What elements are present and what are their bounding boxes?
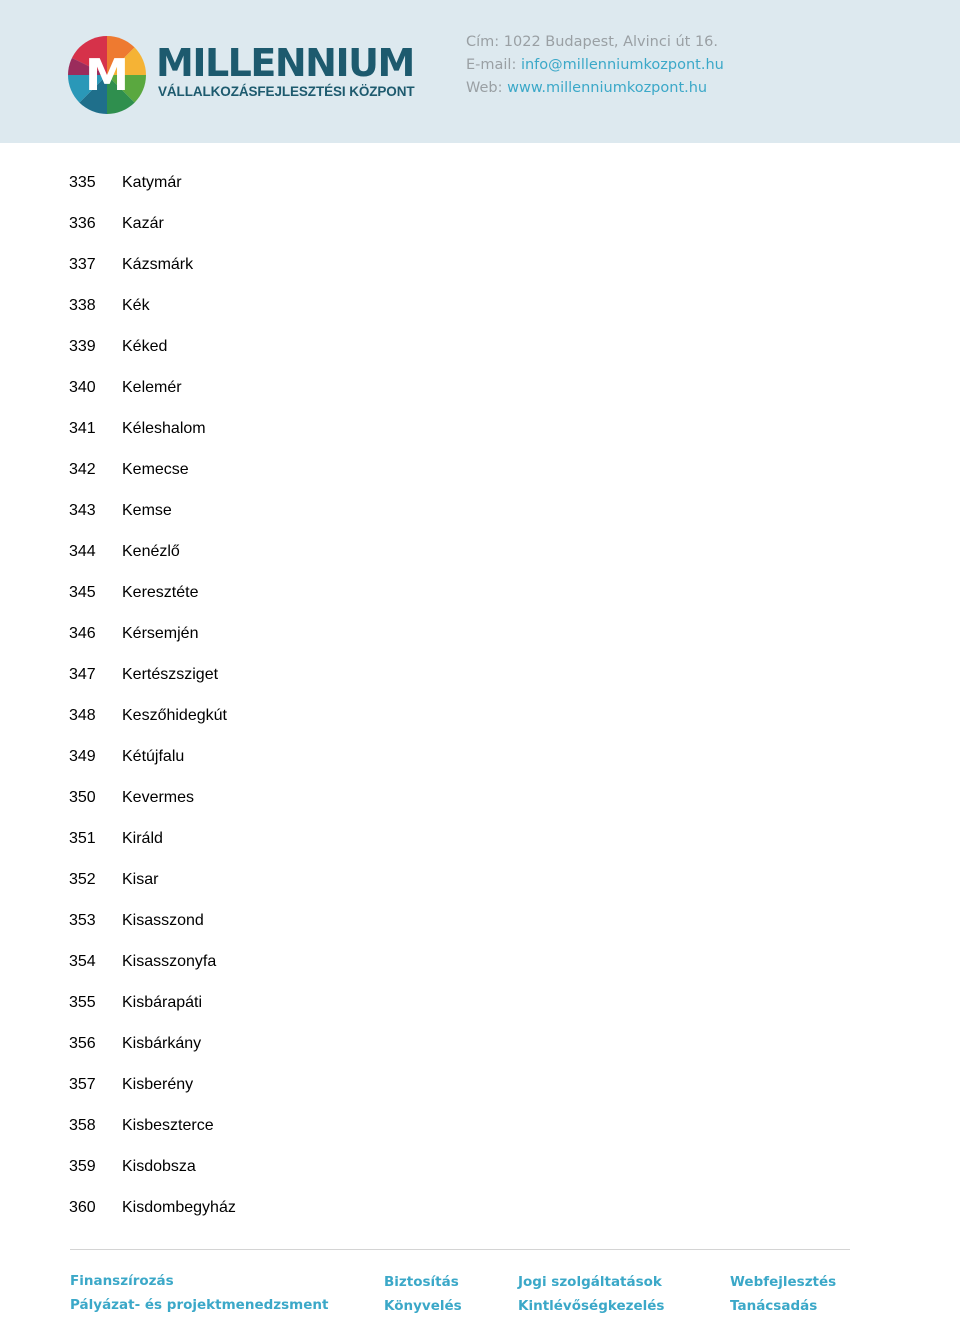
- item-number: 337: [69, 256, 96, 273]
- footer-col-insurance: [384, 1270, 462, 1318]
- list-item: [0, 244, 960, 285]
- footer-link[interactable]: Pályázat- és projektmenedzsment: [70, 1297, 329, 1313]
- item-name: Kemse: [122, 502, 172, 519]
- item-name: Kéked: [122, 338, 168, 355]
- logo-letter: M: [85, 50, 129, 101]
- item-number: 341: [69, 420, 96, 437]
- list-item: [0, 572, 960, 613]
- item-name: Kertészsziget: [122, 666, 219, 683]
- web-label: Web:: [466, 80, 503, 96]
- item-name: Kéleshalom: [122, 420, 206, 437]
- item-name: Kazár: [122, 215, 164, 232]
- item-name: Kisberény: [122, 1076, 194, 1093]
- item-name: Keresztéte: [122, 584, 199, 601]
- email-row: [466, 54, 724, 77]
- item-number: 356: [69, 1035, 96, 1052]
- list-item: [0, 654, 960, 695]
- item-number: 351: [69, 830, 96, 847]
- address-value: 1022 Budapest, Alvinci út 16.: [503, 34, 719, 50]
- item-number: 339: [69, 338, 96, 355]
- list-item: [0, 982, 960, 1023]
- item-number: 347: [69, 666, 96, 683]
- list-item: [0, 203, 960, 244]
- address-row: [466, 31, 724, 54]
- list-item: [0, 818, 960, 859]
- millennium-logo-icon: [68, 36, 146, 114]
- item-name: Kisdobsza: [122, 1158, 196, 1175]
- item-number: 359: [69, 1158, 96, 1175]
- item-name: Kisdombegyház: [122, 1199, 236, 1216]
- email-label: E-mail:: [466, 57, 517, 73]
- email-link[interactable]: info@millenniumkozpont.hu: [520, 57, 724, 73]
- brand-name: MILLENNIUM: [156, 41, 414, 85]
- web-row: [466, 77, 724, 100]
- list-item: [0, 449, 960, 490]
- item-number: 335: [69, 174, 96, 191]
- footer-link[interactable]: Biztosítás: [384, 1274, 459, 1290]
- list-item: [0, 285, 960, 326]
- list-item: [0, 1146, 960, 1187]
- item-name: Kisasszonyfa: [122, 953, 217, 970]
- item-number: 352: [69, 871, 96, 888]
- item-number: 349: [69, 748, 96, 765]
- item-name: Kázsmárk: [122, 256, 194, 273]
- item-number: 353: [69, 912, 96, 929]
- item-name: Keszőhidegkút: [122, 707, 227, 724]
- brand-subtitle: VÁLLALKOZÁSFEJLESZTÉSI KÖZPONT: [158, 84, 415, 99]
- address-label: Cím:: [466, 34, 500, 50]
- list-item: [0, 1023, 960, 1064]
- list-item: [0, 490, 960, 531]
- footer-link[interactable]: Finanszírozás: [70, 1273, 174, 1289]
- item-name: Kelemér: [122, 379, 182, 396]
- list-item: [0, 1105, 960, 1146]
- list-item: [0, 695, 960, 736]
- footer-link[interactable]: Webfejlesztés: [730, 1274, 837, 1290]
- item-name: Kisar: [122, 871, 159, 888]
- item-name: Kisbeszterce: [122, 1117, 214, 1134]
- item-name: Kétújfalu: [122, 748, 185, 765]
- footer-col-web: [730, 1270, 836, 1318]
- footer-link[interactable]: Tanácsadás: [730, 1298, 818, 1314]
- item-name: Kisbárapáti: [122, 994, 203, 1011]
- item-number: 340: [69, 379, 96, 396]
- list-item: [0, 531, 960, 572]
- list-item: [0, 162, 960, 203]
- item-number: 350: [69, 789, 96, 806]
- footer-col-finance: [70, 1269, 328, 1317]
- item-number: 342: [69, 461, 96, 478]
- list-item: [0, 408, 960, 449]
- item-number: 360: [69, 1199, 96, 1216]
- item-name: Katymár: [122, 174, 182, 191]
- item-number: 354: [69, 953, 96, 970]
- web-link[interactable]: www.millenniumkozpont.hu: [507, 80, 708, 96]
- list-item: [0, 859, 960, 900]
- item-number: 348: [69, 707, 96, 724]
- item-number: 343: [69, 502, 96, 519]
- item-number: 338: [69, 297, 96, 314]
- item-name: Királd: [122, 830, 163, 847]
- list-item: [0, 736, 960, 777]
- item-number: 345: [69, 584, 96, 601]
- footer-link[interactable]: Jogi szolgáltatások: [518, 1274, 662, 1290]
- item-name: Kék: [122, 297, 150, 314]
- list-item: [0, 367, 960, 408]
- item-number: 358: [69, 1117, 96, 1134]
- item-name: Kisasszond: [122, 912, 204, 929]
- item-name: Kemecse: [122, 461, 189, 478]
- footer-col-legal: [518, 1270, 664, 1318]
- list-item: [0, 777, 960, 818]
- list-item: [0, 941, 960, 982]
- list-item: [0, 1187, 960, 1228]
- list-item: [0, 613, 960, 654]
- footer-link[interactable]: Könyvelés: [384, 1298, 462, 1314]
- item-number: 346: [69, 625, 96, 642]
- item-name: Kenézlő: [122, 543, 180, 560]
- list-item: [0, 900, 960, 941]
- footer-divider: [70, 1249, 850, 1250]
- list-item: [0, 1064, 960, 1105]
- footer-link[interactable]: Kintlévőségkezelés: [518, 1298, 665, 1314]
- item-number: 355: [69, 994, 96, 1011]
- item-name: Kisbárkány: [122, 1035, 202, 1052]
- item-number: 357: [69, 1076, 96, 1093]
- item-name: Kérsemjén: [122, 625, 199, 642]
- list-item: [0, 326, 960, 367]
- contact-block: [466, 31, 724, 100]
- page-header: [0, 0, 960, 143]
- item-number: 344: [69, 543, 96, 560]
- item-name: Kevermes: [122, 789, 195, 806]
- item-number: 336: [69, 215, 96, 232]
